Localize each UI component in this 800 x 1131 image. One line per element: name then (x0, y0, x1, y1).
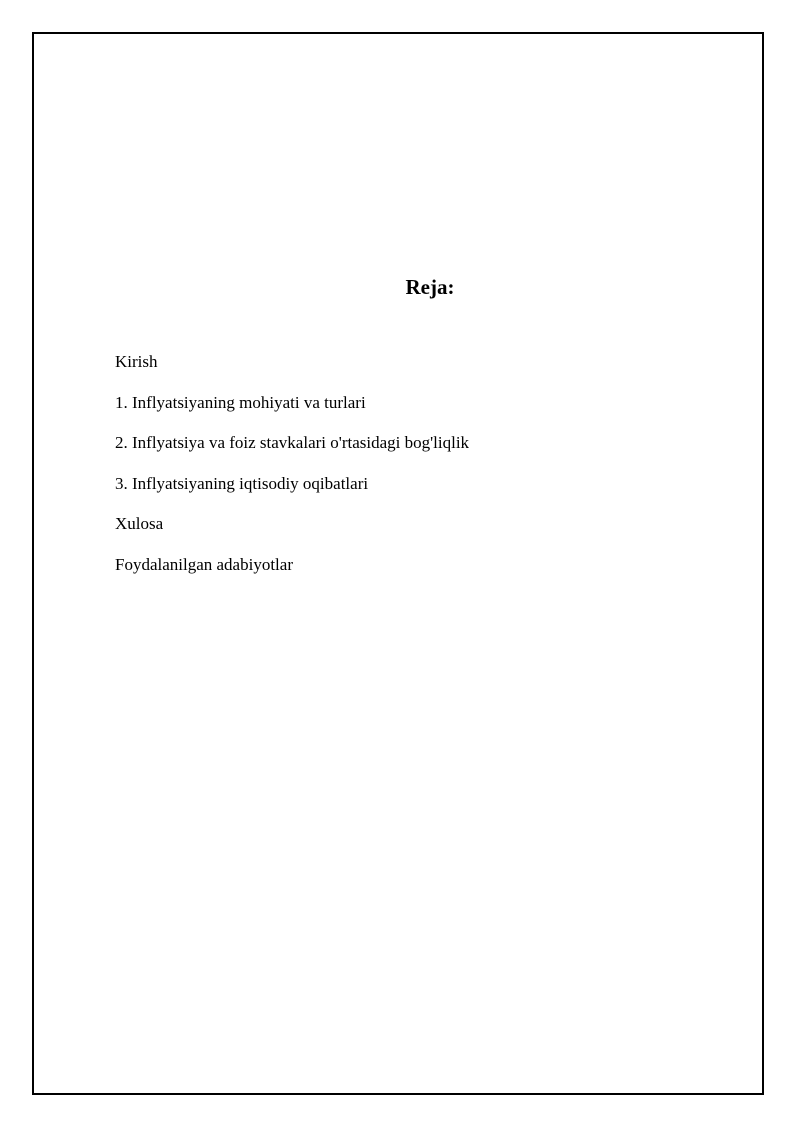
plan-list (115, 351, 469, 594)
plan-item-introduction: Kirish (115, 352, 158, 371)
plan-item-references: Foydalanilgan adabiyotlar (115, 554, 293, 574)
page-title: Reja: (405, 275, 455, 299)
plan-item-chapter-2: 2. Inflyatsiya va foiz stavkalari o'rtasidagi bog'liqlik (115, 433, 470, 452)
plan-item-conclusion: Xulosa (115, 514, 164, 533)
plan-item-chapter-1: 1. Inflyatsiyaning mohiyati va turlari (115, 392, 366, 412)
plan-item-chapter-3: 3. Inflyatsiyaning iqtisodiy oqibatlari (115, 473, 369, 493)
